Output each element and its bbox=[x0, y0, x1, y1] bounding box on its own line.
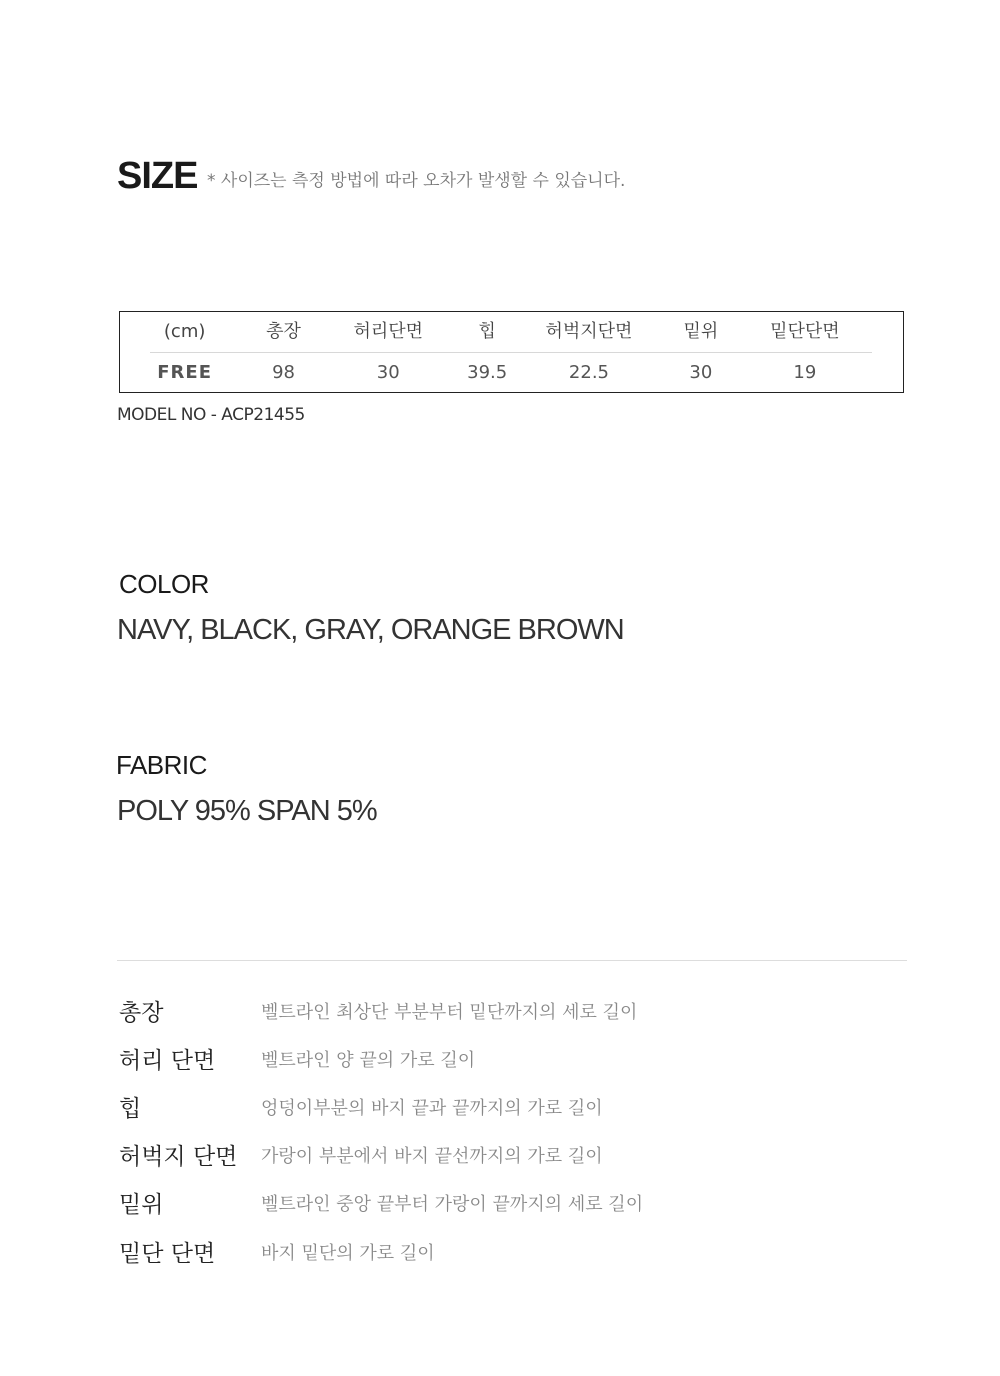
cell-hem: 19 bbox=[793, 362, 817, 383]
list-item bbox=[117, 1140, 907, 1174]
model-number: MODEL NO - ACP21455 bbox=[117, 405, 305, 425]
size-table bbox=[119, 311, 904, 393]
guide-description: 가랑이 부분에서 바지 끝선까지의 가로 길이 bbox=[261, 1146, 603, 1167]
size-note: * 사이즈는 측정 방법에 따라 오차가 발생할 수 있습니다. bbox=[207, 171, 626, 191]
fabric-title: FABRIC bbox=[116, 750, 207, 780]
header-waist: 허리단면 bbox=[353, 321, 424, 342]
cell-waist: 30 bbox=[376, 362, 400, 383]
guide-term: 허벅지 단면 bbox=[119, 1144, 238, 1170]
list-item bbox=[117, 1092, 907, 1126]
table-row bbox=[150, 353, 872, 393]
list-item bbox=[117, 1188, 907, 1222]
guide-description: 바지 밑단의 가로 길이 bbox=[261, 1243, 435, 1264]
cell-rise: 30 bbox=[689, 362, 713, 383]
list-item bbox=[117, 1044, 907, 1078]
guide-term: 밑위 bbox=[119, 1192, 164, 1218]
header-thigh: 허벅지단면 bbox=[545, 321, 633, 342]
cell-total-length: 98 bbox=[272, 362, 296, 383]
list-item bbox=[117, 1237, 907, 1271]
header-hip: 힙 bbox=[478, 321, 496, 342]
section-divider bbox=[117, 960, 907, 961]
header-hem: 밑단단면 bbox=[770, 321, 840, 342]
guide-term: 허리 단면 bbox=[119, 1048, 216, 1074]
guide-term: 총장 bbox=[119, 1000, 164, 1026]
guide-term: 밑단 단면 bbox=[119, 1241, 216, 1267]
cell-thigh: 22.5 bbox=[568, 362, 610, 383]
guide-description: 엉덩이부분의 바지 끝과 끝까지의 가로 길이 bbox=[261, 1098, 603, 1119]
row-size-label: FREE bbox=[157, 362, 213, 383]
color-title: COLOR bbox=[119, 569, 209, 599]
guide-description: 벨트라인 양 끝의 가로 길이 bbox=[261, 1050, 476, 1071]
header-rise: 밑위 bbox=[683, 321, 719, 342]
header-unit: (cm) bbox=[163, 321, 206, 342]
guide-description: 벨트라인 최상단 부분부터 밑단까지의 세로 길이 bbox=[261, 1002, 638, 1023]
header-total-length: 총장 bbox=[266, 321, 301, 342]
fabric-value: POLY 95% SPAN 5% bbox=[117, 795, 377, 827]
color-value: NAVY, BLACK, GRAY, ORANGE BROWN bbox=[117, 614, 624, 646]
guide-term: 힙 bbox=[119, 1096, 142, 1122]
cell-hip: 39.5 bbox=[467, 362, 508, 383]
guide-description: 벨트라인 중앙 끝부터 가랑이 끝까지의 세로 길이 bbox=[261, 1194, 644, 1215]
size-title: SIZE bbox=[117, 155, 198, 197]
size-table-header-row bbox=[150, 312, 872, 353]
list-item bbox=[117, 996, 907, 1030]
